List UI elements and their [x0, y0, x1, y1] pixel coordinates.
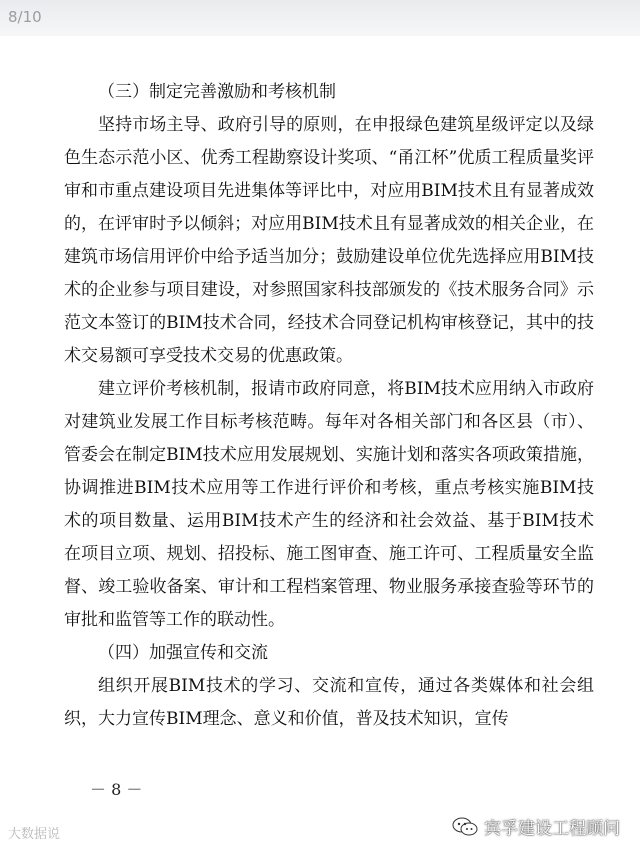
document-body — [64, 76, 594, 736]
paragraph-publicity: 组织开展BIM技术的学习、交流和宣传，通过各类媒体和社会组织，大力宣传BIM理念、意义和价值，普及技术知识，宣传 — [64, 676, 594, 729]
section-heading-4: （四）加强宣传和交流 — [98, 643, 268, 663]
viewer-top-strip — [0, 0, 640, 36]
section-heading-3: （三）制定完善激励和考核机制 — [98, 82, 336, 102]
watermark-left: 大数据说 — [8, 827, 61, 842]
paragraph-evaluation: 建立评价考核机制，报请市政府同意，将BIM技术应用纳入市政府对建筑业发展工作目标考核范畴。每年对各相关部门和各区县（市）、管委会在制定BIM技术应用发展规划、实施计划和落实各项政策措施，协调推进BIM技术应用等工作进行评价和考核，重点考核实施BIM技术的项目数量、运用BIM技术产生的经济和社会效益、基于BIM技术在项目立项、规划、招投标、施工图审查、施工许可、工程质量安全监督、竣工验收备案、审计和工程档案管理、物业服务承接查验等环节的审批和监管等工作的联动性。 — [64, 379, 594, 630]
watermark-right-text: 宾孚建设工程顾问 — [484, 819, 620, 839]
watermark-right — [452, 814, 620, 839]
page-counter: 8/10 — [8, 8, 42, 26]
wechat-icon — [452, 817, 478, 837]
paragraph-incentives: 坚持市场主导、政府引导的原则，在申报绿色建筑星级评定以及绿色生态示范小区、优秀工程勘察设计奖项、“甬江杯”优质工程质量奖评审和市重点建设项目先进集体等评比中，对应用BIM技术且有显著成效的，在评审时予以倾斜；对应用BIM技术且有显著成效的相关企业，在建筑市场信用评价中给予适当加分；鼓励建设单位优先选择应用BIM技术的企业参与项目建设，对参照国家科技部颁发的《技术服务合同》示范文本签订的BIM技术合同，经技术合同登记机构审核登记，其中的技术交易额可享受技术交易的优惠政策。 — [64, 115, 594, 366]
page-number: － 8 － — [90, 780, 143, 799]
